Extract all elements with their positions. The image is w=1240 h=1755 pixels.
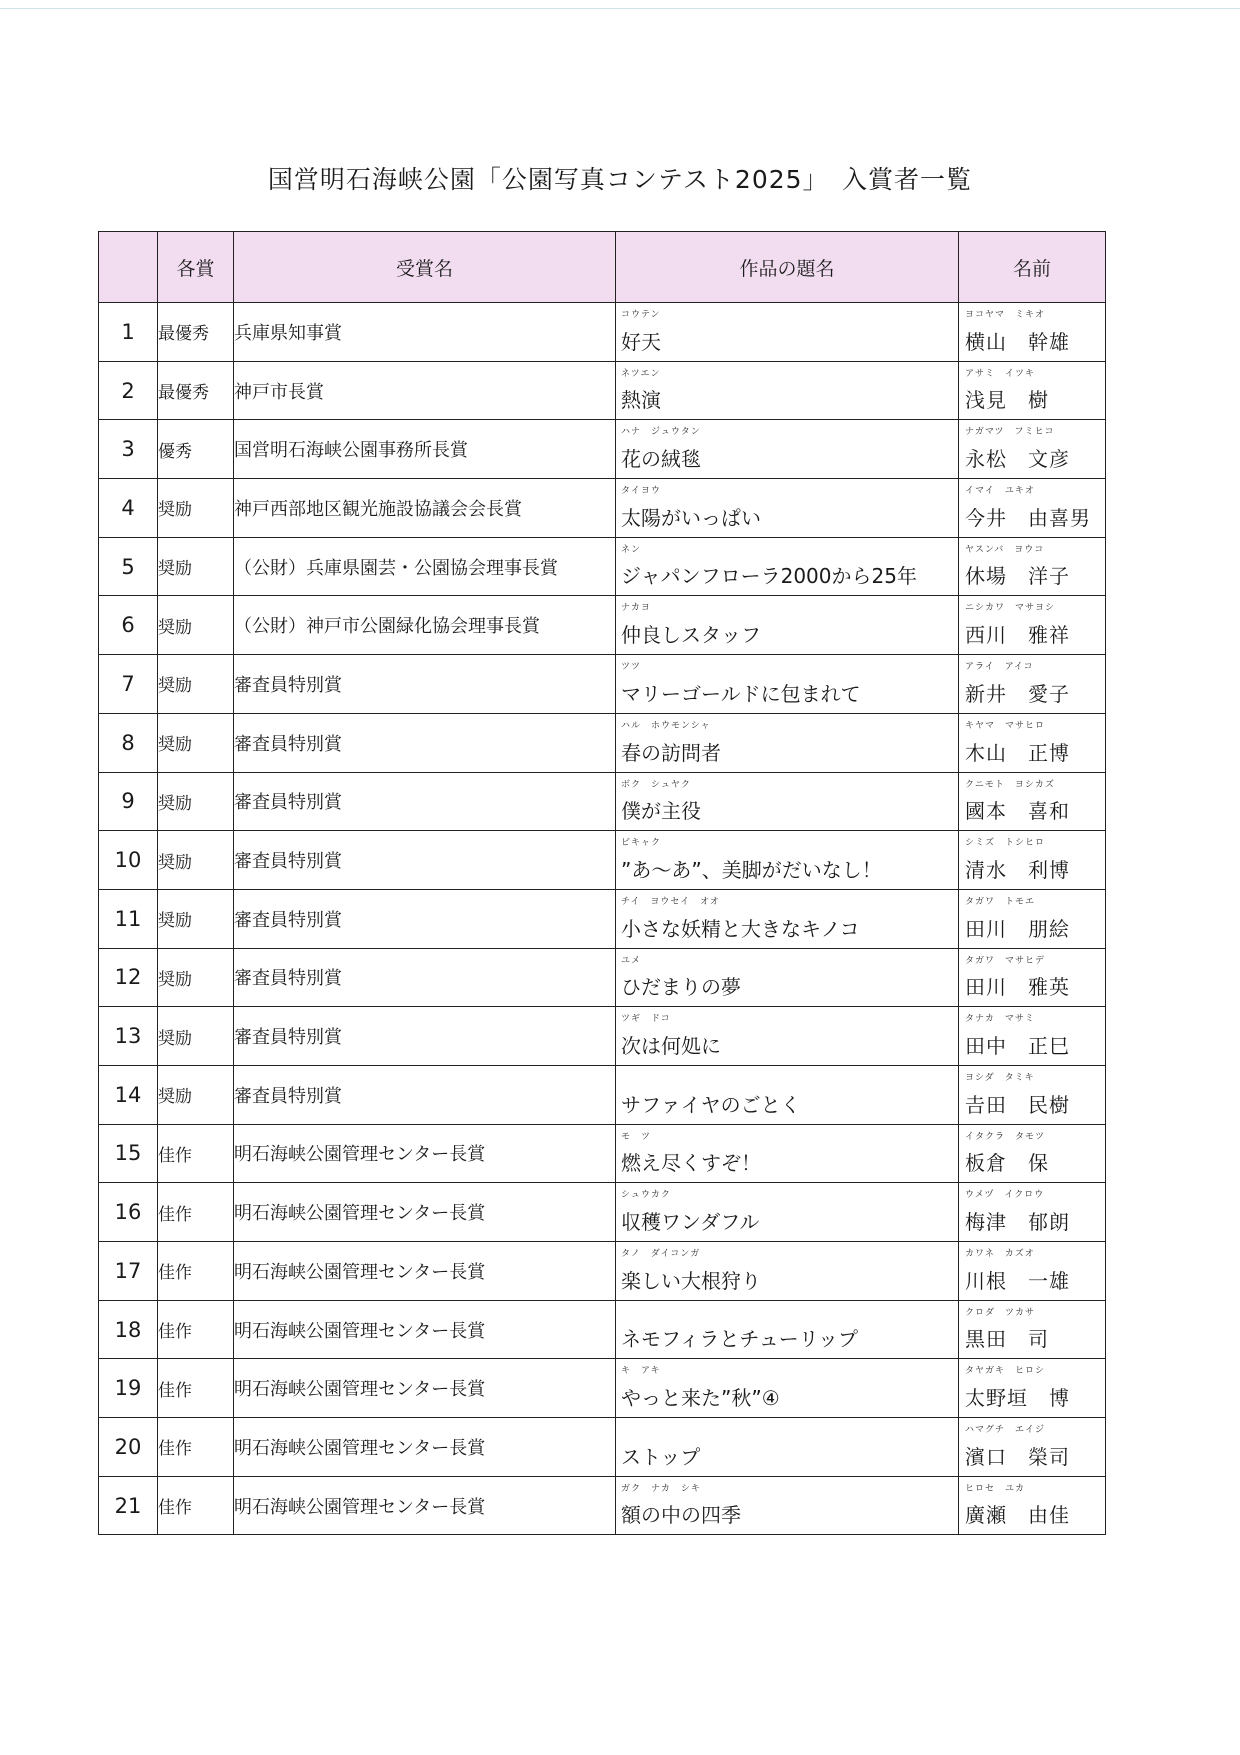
row-number: 13 [99,1007,158,1066]
name-furigana: ヨシダ タミキ [965,1072,1035,1083]
row-person [959,1124,1106,1183]
table-row [99,303,1106,362]
person-name: 永松 文彦 [965,447,1070,472]
row-work [616,1418,959,1477]
table-row [99,420,1106,479]
row-work [616,655,959,714]
row-work [616,831,959,890]
row-award: 神戸西部地区観光施設協議会会長賞 [234,479,616,538]
row-grade: 奨励 [158,889,234,948]
person-name: 清水 利博 [965,857,1070,882]
person-name: 浅見 樹 [965,388,1049,413]
name-furigana: タガワ マサヒデ [965,955,1046,966]
row-person [959,831,1106,890]
name-furigana: ウメヅ イクロウ [965,1190,1045,1201]
row-work [616,889,959,948]
row-person [959,1065,1106,1124]
table-row [99,479,1106,538]
row-person [959,537,1106,596]
row-work [616,1242,959,1301]
row-grade: 最優秀 [158,303,234,362]
person-name: 𠮷田 民樹 [965,1092,1070,1117]
work-title: やっと来た”秋”④ [621,1386,780,1411]
row-award: 審査員特別賞 [234,1065,616,1124]
row-award: 明石海峡公園管理センター長賞 [234,1418,616,1477]
name-furigana: タガワ トモエ [965,896,1036,907]
row-award: 審査員特別賞 [234,713,616,772]
person-name: 田川 朋絵 [965,916,1070,941]
row-number: 21 [99,1476,158,1535]
row-number: 4 [99,479,158,538]
row-number: 18 [99,1300,158,1359]
name-furigana: ヤスンバ ヨウコ [965,544,1045,555]
work-furigana: ハル ホウモンシャ [621,720,711,731]
header-person: 名前 [959,232,1106,303]
person-name: 田川 雅英 [965,975,1070,1000]
table-row [99,1242,1106,1301]
row-grade: 奨励 [158,596,234,655]
header-number [99,232,158,303]
person-name: 横山 幹雄 [965,329,1070,354]
header-grade: 各賞 [158,232,234,303]
row-number: 7 [99,655,158,714]
person-name: 西川 雅祥 [965,623,1070,648]
work-title: 春の訪問者 [621,740,721,765]
person-name: 新井 愛子 [965,681,1070,706]
row-grade: 奨励 [158,948,234,1007]
row-work [616,772,959,831]
table-row [99,1183,1106,1242]
header-work: 作品の題名 [616,232,959,303]
row-grade: 奨励 [158,1007,234,1066]
row-number: 8 [99,713,158,772]
work-furigana: モ ツ [621,1131,652,1142]
row-grade: 佳作 [158,1124,234,1183]
row-person [959,1476,1106,1535]
person-name: 今井 由喜男 [965,505,1091,530]
name-furigana: ヒロセ ユカ [965,1483,1026,1494]
name-furigana: ヨコヤマ ミキオ [965,310,1046,320]
row-number: 9 [99,772,158,831]
row-grade: 奨励 [158,655,234,714]
row-work [616,1124,959,1183]
work-furigana: シュウカク [621,1190,671,1201]
header-award: 受賞名 [234,232,616,303]
work-furigana: チイ ヨウセイ オオ [621,896,720,907]
row-number: 3 [99,420,158,479]
row-award: 審査員特別賞 [234,831,616,890]
table-row [99,713,1106,772]
row-number: 20 [99,1418,158,1477]
work-title: サファイヤのごとく [621,1092,801,1117]
row-grade: 奨励 [158,537,234,596]
table-row [99,1359,1106,1418]
row-work [616,420,959,479]
row-work [616,1300,959,1359]
row-award: 明石海峡公園管理センター長賞 [234,1300,616,1359]
row-grade: 奨励 [158,479,234,538]
table-row [99,596,1106,655]
work-furigana: ツツ [621,662,642,673]
work-title: ネモフィラとチューリップ [621,1327,858,1352]
work-title: 太陽がいっぱい [621,505,761,530]
work-title: 花の絨毯 [621,447,701,472]
row-person [959,596,1106,655]
work-furigana: ユメ [621,955,642,966]
row-work [616,596,959,655]
row-award: （公財）神戸市公園緑化協会理事長賞 [234,596,616,655]
row-person [959,420,1106,479]
person-name: 休場 洋子 [965,564,1070,589]
work-title: ストップ [621,1444,701,1469]
work-title: ”あ～あ”、美脚がだいなし！ [621,857,882,882]
name-furigana: クロダ ツカサ [965,1307,1036,1318]
work-furigana: ボク シュヤク [621,779,691,790]
row-work [616,948,959,1007]
work-title: マリーゴールドに包まれて [621,681,861,706]
work-title: 次は何処に [621,1033,721,1058]
row-person [959,948,1106,1007]
work-furigana: ナカヨ [621,603,651,614]
work-title: ジャパンフローラ2000から25年 [621,564,917,589]
row-number: 19 [99,1359,158,1418]
row-number: 10 [99,831,158,890]
row-number: 11 [99,889,158,948]
name-furigana: アサミ イツキ [965,368,1036,379]
row-award: 審査員特別賞 [234,1007,616,1066]
row-award: 明石海峡公園管理センター長賞 [234,1476,616,1535]
row-person [959,1418,1106,1477]
row-number: 1 [99,303,158,362]
work-title: 熱演 [621,388,661,413]
row-grade: 佳作 [158,1418,234,1477]
row-work [616,1065,959,1124]
work-furigana: キ アキ [621,1366,661,1377]
person-name: 國本 喜和 [965,799,1070,824]
row-person [959,1183,1106,1242]
row-award: 明石海峡公園管理センター長賞 [234,1183,616,1242]
work-title: 燃え尽くすぞ！ [621,1151,761,1176]
work-title: 楽しい大根狩り [621,1268,761,1293]
person-name: 木山 正博 [965,740,1070,765]
name-furigana: タヤガキ ヒロシ [965,1366,1046,1377]
row-grade: 奨励 [158,831,234,890]
row-award: 審査員特別賞 [234,655,616,714]
row-work [616,361,959,420]
row-grade: 奨励 [158,772,234,831]
name-furigana: ニシカワ マサヨシ [965,603,1056,614]
person-name: 太野垣 博 [965,1386,1070,1411]
work-title: 額の中の四季 [621,1503,741,1528]
name-furigana: クニモト ヨシカズ [965,779,1055,790]
work-title: 僕が主役 [621,799,701,824]
table-header-row [99,232,1106,303]
row-award: 兵庫県知事賞 [234,303,616,362]
table-row [99,772,1106,831]
table-row [99,1007,1106,1066]
work-furigana: ツギ ドコ [621,1014,671,1025]
row-number: 12 [99,948,158,1007]
row-number: 2 [99,361,158,420]
name-furigana: タナカ マサミ [965,1014,1035,1025]
table-row [99,889,1106,948]
row-work [616,537,959,596]
person-name: 黒田 司 [965,1327,1049,1352]
row-number: 5 [99,537,158,596]
name-furigana: アライ アイコ [965,662,1034,673]
table-row [99,831,1106,890]
table-row [99,1300,1106,1359]
work-title: 仲良しスタッフ [621,623,761,648]
row-number: 16 [99,1183,158,1242]
name-furigana: ハマグチ エイジ [965,1425,1046,1436]
row-work [616,1007,959,1066]
row-award: 神戸市長賞 [234,361,616,420]
table-body [99,303,1106,1535]
row-award: 審査員特別賞 [234,889,616,948]
row-work [616,303,959,362]
row-work [616,1183,959,1242]
table-row [99,537,1106,596]
row-grade: 奨励 [158,1065,234,1124]
work-furigana: ガク ナカ シキ [621,1483,701,1494]
name-furigana: ナガマツ フミヒコ [965,427,1055,438]
row-grade: 奨励 [158,713,234,772]
row-grade: 佳作 [158,1359,234,1418]
row-person [959,1007,1106,1066]
top-rule [0,8,1240,9]
row-work [616,479,959,538]
winners-table [98,231,1106,1535]
row-person [959,889,1106,948]
person-name: 川根 一雄 [965,1268,1070,1293]
row-grade: 佳作 [158,1300,234,1359]
row-person [959,1300,1106,1359]
work-furigana: ビキャク [621,838,662,849]
work-furigana: タノ ダイコンガ [621,1249,701,1259]
row-person [959,713,1106,772]
row-grade: 最優秀 [158,361,234,420]
row-award: 国営明石海峡公園事務所長賞 [234,420,616,479]
table-row [99,1065,1106,1124]
row-grade: 佳作 [158,1476,234,1535]
work-furigana: タイヨウ [621,486,661,497]
row-award: （公財）兵庫県園芸・公園協会理事長賞 [234,537,616,596]
table-row [99,1124,1106,1183]
row-award: 審査員特別賞 [234,772,616,831]
name-furigana: キヤマ マサヒロ [965,720,1046,731]
person-name: 廣瀬 由佳 [965,1503,1070,1528]
row-person [959,1242,1106,1301]
name-furigana: イタクラ タモツ [965,1131,1046,1142]
row-work [616,1476,959,1535]
name-furigana: イマイ ユキオ [965,486,1035,497]
work-furigana: ネツエン [621,368,661,379]
work-title: ひだまりの夢 [621,975,741,1000]
row-person [959,479,1106,538]
name-furigana: カワネ カズオ [965,1249,1035,1259]
row-person [959,655,1106,714]
row-number: 15 [99,1124,158,1183]
work-furigana: ハナ ジュウタン [621,427,701,438]
row-grade: 佳作 [158,1183,234,1242]
row-number: 17 [99,1242,158,1301]
row-award: 明石海峡公園管理センター長賞 [234,1242,616,1301]
row-work [616,1359,959,1418]
table-row [99,361,1106,420]
row-work [616,713,959,772]
row-award: 明石海峡公園管理センター長賞 [234,1124,616,1183]
row-award: 明石海峡公園管理センター長賞 [234,1359,616,1418]
table-row [99,655,1106,714]
document-title: 国営明石海峡公園「公園写真コンテスト2025」 入賞者一覧 [267,165,973,194]
table-row [99,948,1106,1007]
person-name: 濱口 榮司 [965,1444,1070,1469]
work-title: 好天 [621,329,661,354]
row-person [959,772,1106,831]
table-row [99,1418,1106,1477]
person-name: 田中 正巳 [965,1033,1070,1058]
person-name: 梅津 郁朗 [965,1210,1070,1234]
work-title: 収穫ワンダフル [621,1210,760,1234]
work-title: 小さな妖精と大きなキノコ [621,916,860,941]
row-award: 審査員特別賞 [234,948,616,1007]
work-furigana: コウテン [621,310,661,320]
row-grade: 優秀 [158,420,234,479]
row-number: 6 [99,596,158,655]
row-person [959,361,1106,420]
work-furigana: ネン [621,544,642,555]
row-person [959,303,1106,362]
row-person [959,1359,1106,1418]
table-row [99,1476,1106,1535]
name-furigana: シミズ トシヒロ [965,838,1046,849]
row-number: 14 [99,1065,158,1124]
row-grade: 佳作 [158,1242,234,1301]
person-name: 板倉 保 [965,1151,1049,1176]
